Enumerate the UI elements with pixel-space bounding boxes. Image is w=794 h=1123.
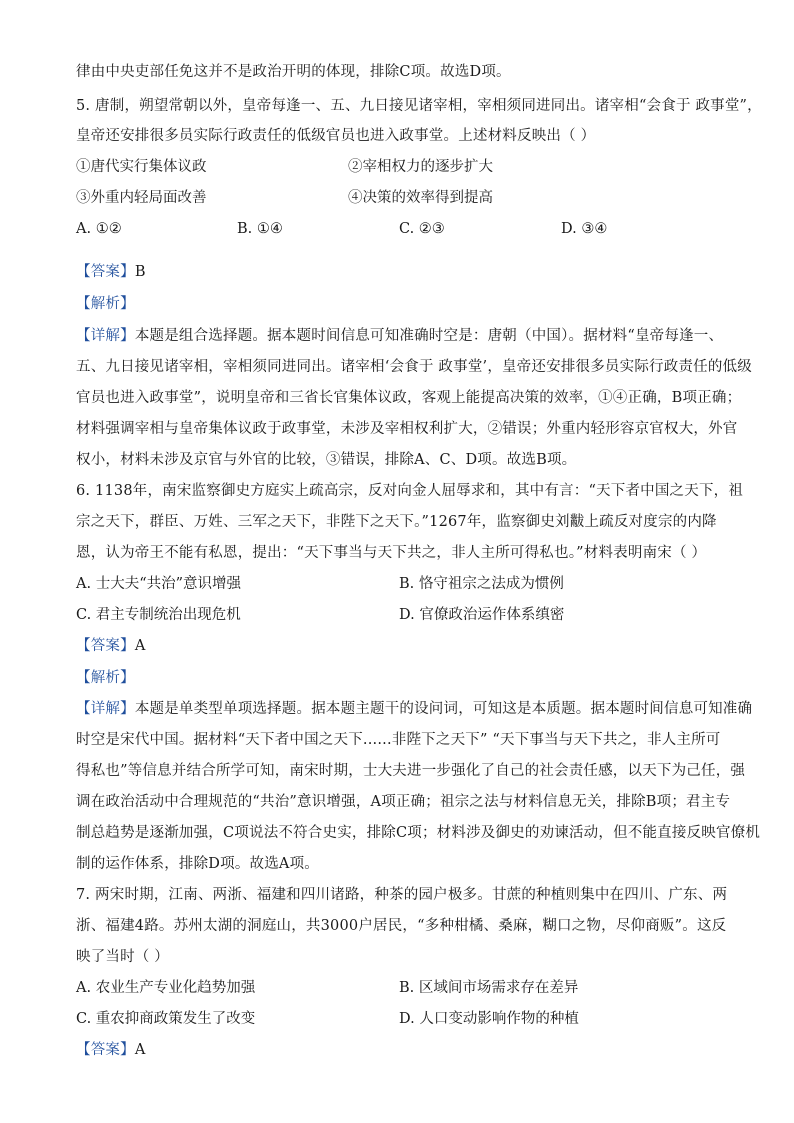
- q6-stem-line-3: 恩，认为帝王不能有私恩，提出：“天下事当与天下共之，非人主所可得私也。”材料表明南宋（ ）: [76, 545, 707, 561]
- answer-value: A: [134, 638, 146, 654]
- q7-choice-c: C. 重农抑商政策发生了改变: [76, 1011, 256, 1027]
- q6-detail-line-6: 制的运作体系，排除D项。故选A项。: [76, 856, 319, 872]
- answer-label: 【答案】: [76, 638, 135, 654]
- q6-detail-line-4: 调在政治活动中合理规范的“共治”意识增强，A项正确；祖宗之法与材料信息无关，排除B项；君主专: [76, 794, 731, 810]
- answer-label: 【答案】: [76, 264, 135, 280]
- q5-stem-line-1: 5. 唐制，朔望常朝以外，皇帝每逢一、五、九日接见诸宰相，宰相须同进同出。诸宰相“会食于 政事堂”，: [76, 98, 762, 114]
- q5-stem-line-2: 皇帝还安排很多员实际行政责任的低级官员也进入政事堂。上述材料反映出（ ）: [76, 128, 596, 144]
- q7-choice-a: A. 农业生产专业化趋势加强: [76, 980, 256, 996]
- q5-detail-line-4: 材料强调宰相与皇帝集体议政于政事堂，未涉及宰相权利扩大，②错误；外重内轻形容京官权大，外官: [76, 421, 738, 437]
- q5-detail-line-1: [76, 326, 726, 346]
- q5-choice-c: C. ②③: [399, 221, 445, 237]
- q6-detail-line-3: 得私也”等信息并结合所学可知，南宋时期，士大夫进一步强化了自己的社会责任感，以天下为己任，强: [76, 763, 746, 779]
- q5-detail-line-2: 五、九日接见诸宰相，宰相须同进同出。诸宰相‘会食于 政事堂’，皇帝还安排很多员实际行政责任的低级: [76, 359, 752, 375]
- q7-answer: [76, 1040, 726, 1060]
- q6-stem-line-1: 6. 1138年，南宋监察御史方庭实上疏高宗，反对向金人屈辱求和，其中有言：“天下者中国之天下，祖: [76, 483, 744, 499]
- answer-value: B: [134, 264, 146, 280]
- q6-detail-line-5: 制总趋势是逐渐加强，C项说法不符合史实，排除C项；材料涉及御史的劝谏活动，但不能直接反映官僚机: [76, 825, 761, 841]
- paragraph-line: 律由中央吏部任免这并不是政治开明的体现，排除C项。故选D项。: [76, 64, 511, 80]
- q6-answer: [76, 636, 726, 656]
- q5-analysis-label: 【解析】: [76, 296, 135, 312]
- q6-detail-line-1: [76, 699, 753, 719]
- detail-text: 本题是单类型单项选择题。据本题主题干的设问词，可知这是本质题。据本题时间信息可知准确: [134, 701, 753, 717]
- q6-choice-d: D. 官僚政治运作体系缜密: [399, 607, 565, 623]
- q5-answer: [76, 262, 726, 282]
- q6-choice-b: B. 恪守祖宗之法成为惯例: [399, 576, 564, 592]
- q6-stem-line-2: 宗之天下，群臣、万姓、三军之天下，非陛下之天下。”1267年，监察御史刘黻上疏反对度宗的内降: [76, 514, 717, 530]
- q6-choice-a: A. 士大夫“共治”意识增强: [76, 576, 242, 592]
- answer-label: 【答案】: [76, 1042, 135, 1058]
- q7-stem-line-1: 7. 两宋时期，江南、两浙、福建和四川诸路，种茶的园户极多。甘蔗的种植则集中在四川、广东、两: [76, 887, 728, 903]
- q5-detail-line-5: 权小，材料未涉及京官与外官的比较，③错误，排除A、C、D项。故选B项。: [76, 452, 577, 468]
- answer-value: A: [134, 1042, 146, 1058]
- q5-detail-line-3: 官员也进入政事堂”，说明皇帝和三省长官集体议政，客观上能提高决策的效率，①④正确，B项正确；: [76, 390, 742, 406]
- q6-analysis-label: 【解析】: [76, 670, 135, 686]
- q5-item-3: ③外重内轻局面改善: [76, 190, 207, 206]
- q6-choice-c: C. 君主专制统治出现危机: [76, 607, 241, 623]
- q5-choice-d: D. ③④: [561, 221, 608, 237]
- q5-choice-b: B. ①④: [237, 221, 283, 237]
- q5-item-2: ②宰相权力的逐步扩大: [348, 159, 493, 175]
- q7-choice-d: D. 人口变动影响作物的种植: [399, 1011, 579, 1027]
- q6-detail-line-2: 时空是宋代中国。据材料“天下者中国之天下......非陛下之天下” “天下事当与天下共之，非人主所可: [76, 732, 721, 748]
- q5-item-4: ④决策的效率得到提高: [348, 190, 493, 206]
- detail-text: 本题是组合选择题。据本题时间信息可知准确时空是：唐朝（中国）。据材料“皇帝每逢一、: [134, 328, 724, 344]
- q7-stem-line-2: 浙、福建4路。苏州太湖的洞庭山，共3000户居民，“多种柑橘、桑麻，糊口之物，尽仰商贩”。这反: [76, 918, 727, 934]
- q7-choice-b: B. 区域间市场需求存在差异: [399, 980, 579, 996]
- q7-stem-line-3: 映了当时（ ）: [76, 949, 170, 965]
- detail-label: 【详解】: [76, 701, 135, 717]
- q5-choice-a: A. ①②: [76, 221, 122, 237]
- detail-label: 【详解】: [76, 328, 135, 344]
- q5-item-1: ①唐代实行集体议政: [76, 159, 207, 175]
